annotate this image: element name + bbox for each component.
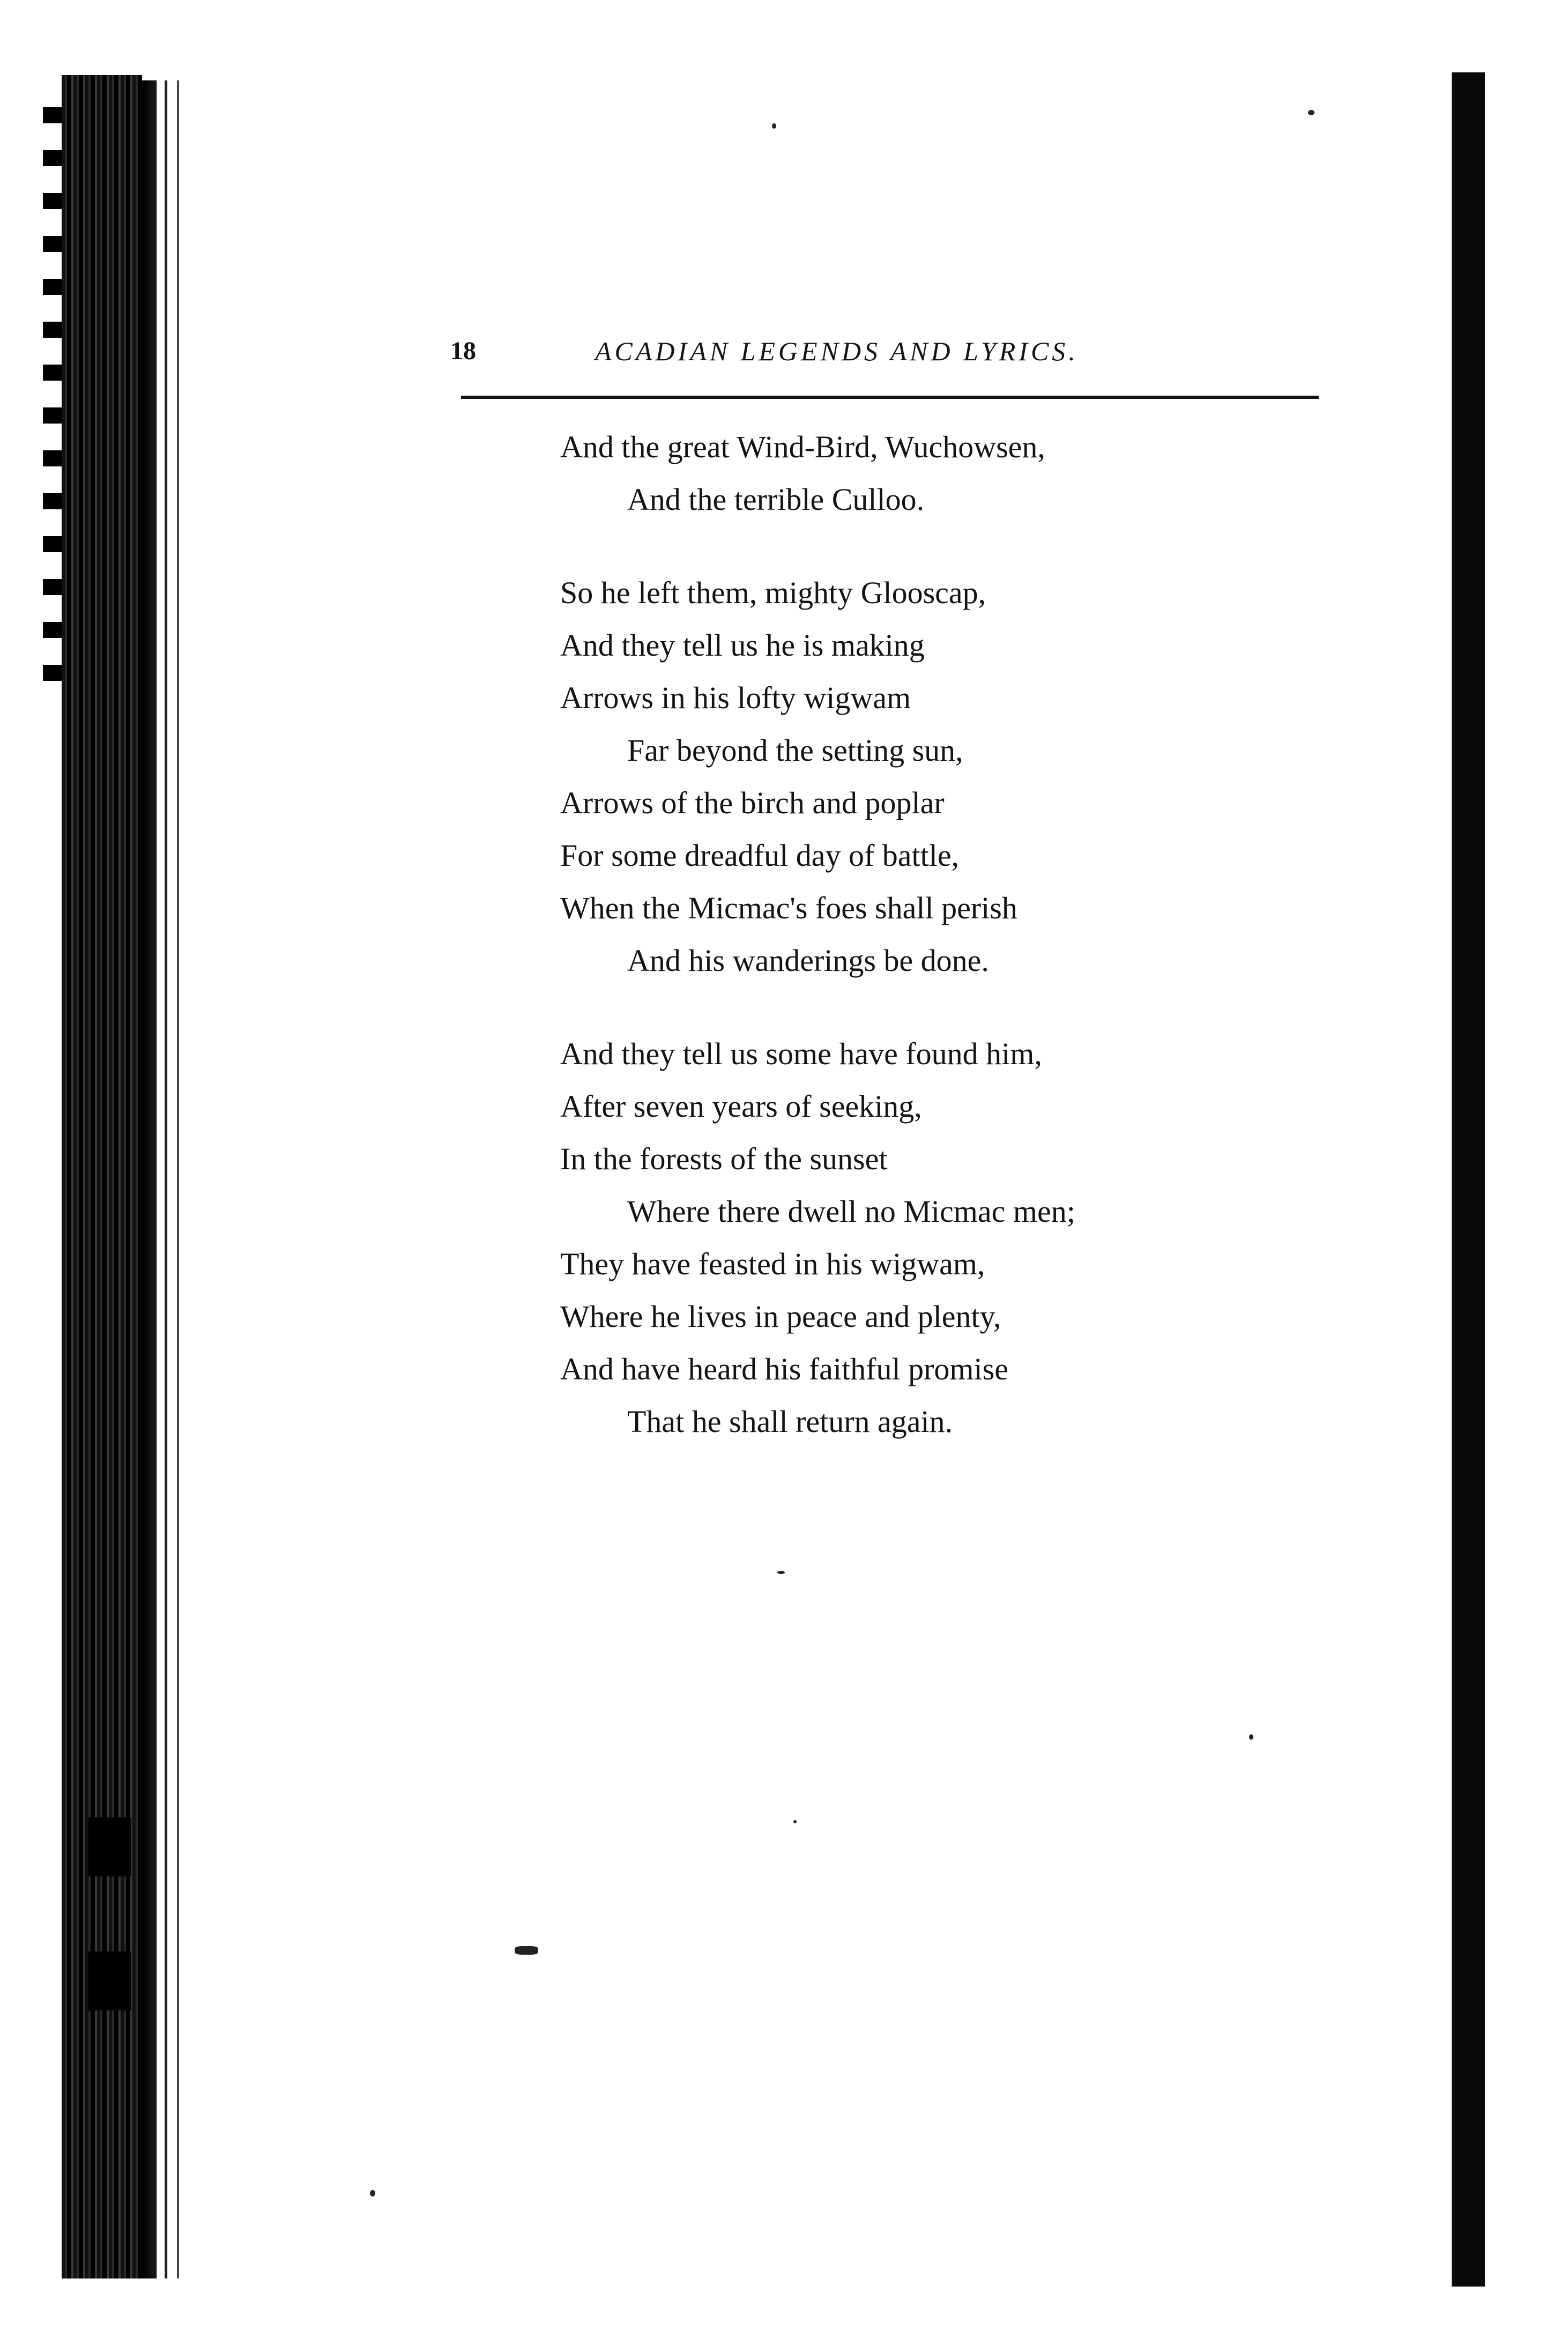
scan-speck bbox=[515, 1946, 538, 1955]
poem-line: For some dreadful day of battle, bbox=[560, 838, 960, 873]
scan-binding-line bbox=[177, 80, 179, 2278]
stanza bbox=[560, 421, 1343, 526]
running-head bbox=[450, 330, 1319, 373]
scan-edge-marks bbox=[43, 107, 64, 697]
poem-line: And have heard his faithful promise bbox=[560, 1352, 1008, 1386]
page-number: 18 bbox=[450, 337, 476, 365]
scan-speck bbox=[777, 1571, 785, 1574]
scan-speck bbox=[1308, 110, 1314, 115]
scan-binding-edge-right bbox=[1452, 72, 1485, 2287]
poem-line: And they tell us he is making bbox=[560, 628, 925, 663]
scan-binding-edge-left-inner bbox=[142, 80, 174, 2278]
poem-line: After seven years of seeking, bbox=[560, 1089, 922, 1124]
poem-line: That he shall return again. bbox=[627, 1404, 953, 1439]
poem-line: In the forests of the sunset bbox=[560, 1141, 888, 1176]
scan-block-mark bbox=[88, 1951, 131, 2010]
poem-line: And the terrible Culloo. bbox=[627, 482, 925, 517]
poem-line: Arrows of the birch and poplar bbox=[560, 785, 945, 820]
scan-speck bbox=[772, 123, 776, 129]
poem-line: So he left them, mighty Glooscap, bbox=[560, 575, 986, 610]
scan-binding-edge-left bbox=[62, 75, 142, 2278]
poem-line: And they tell us some have found him, bbox=[560, 1036, 1042, 1071]
poem-line: Where there dwell no Micmac men; bbox=[627, 1194, 1075, 1229]
stanza bbox=[560, 567, 1343, 987]
poem-line: Arrows in his lofty wigwam bbox=[560, 680, 911, 715]
poem-line: They have feasted in his wigwam, bbox=[560, 1246, 985, 1281]
poem-line: And the great Wind-Bird, Wuchowsen, bbox=[560, 429, 1045, 464]
running-title: ACADIAN LEGENDS AND LYRICS. bbox=[595, 336, 1079, 366]
scan-speck bbox=[1249, 1734, 1253, 1740]
scan-speck bbox=[370, 2190, 375, 2196]
scan-speck bbox=[793, 1820, 797, 1823]
poem-line: When the Micmac's foes shall perish bbox=[560, 890, 1017, 925]
poem-line: And his wanderings be done. bbox=[627, 943, 989, 978]
scan-block-mark bbox=[88, 1817, 131, 1876]
poem-text bbox=[560, 421, 1343, 1466]
poem-line: Far beyond the setting sun, bbox=[627, 733, 963, 768]
stanza bbox=[560, 1028, 1343, 1448]
header-rule bbox=[461, 396, 1319, 399]
poem-line: Where he lives in peace and plenty, bbox=[560, 1299, 1001, 1334]
